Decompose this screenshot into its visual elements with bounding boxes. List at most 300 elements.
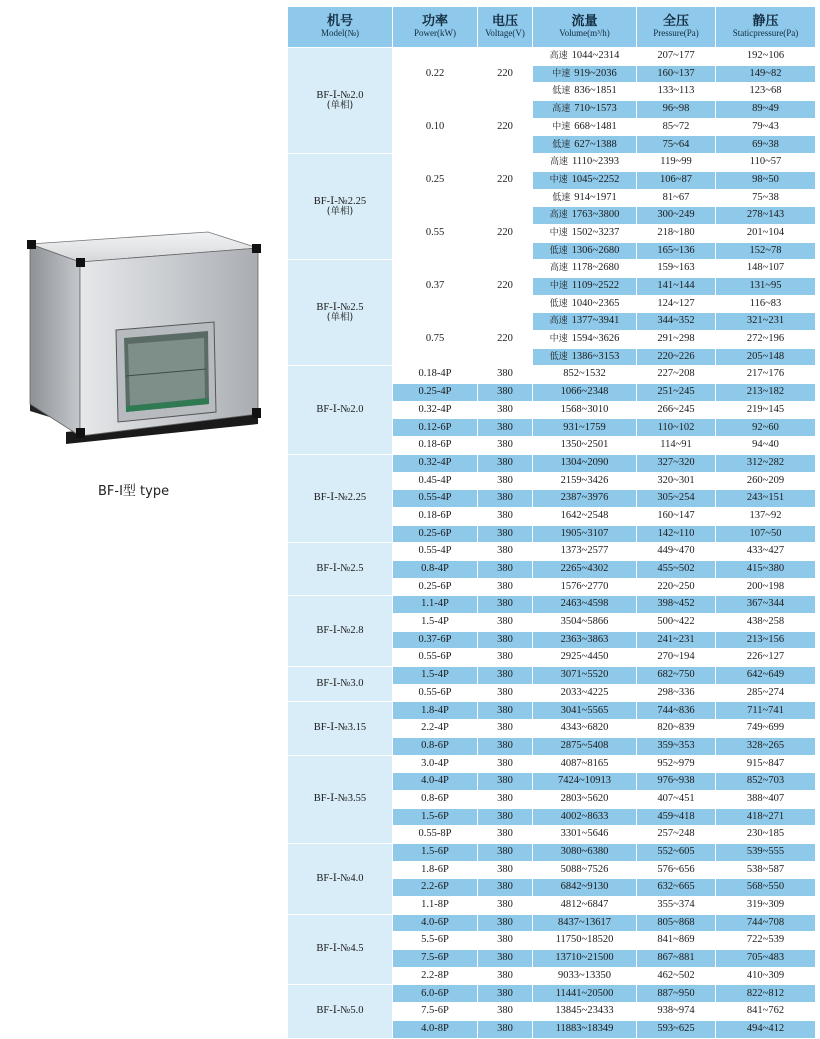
volume-cell: 11441~20500 [533, 985, 637, 1003]
power-cell: 0.12-6P [393, 419, 478, 437]
static-cell: 79~43 [716, 118, 816, 136]
static-cell: 131~95 [716, 277, 816, 295]
pressure-cell: 133~113 [637, 83, 716, 101]
pressure-cell: 552~605 [637, 843, 716, 861]
static-cell: 538~587 [716, 861, 816, 879]
voltage-cell: 380 [478, 720, 533, 738]
speed-label: 中速 [549, 334, 568, 345]
volume-cell: 2159~3426 [533, 472, 637, 490]
volume-cell [533, 207, 637, 225]
table-row [288, 543, 816, 561]
volume-cell: 1066~2348 [533, 384, 637, 402]
pressure-cell: 744~836 [637, 702, 716, 720]
power-cell: 0.37 [393, 260, 478, 313]
static-cell: 219~145 [716, 401, 816, 419]
power-cell: 1.5-4P [393, 667, 478, 685]
power-cell: 0.55-8P [393, 826, 478, 844]
speed-label: 中速 [549, 227, 568, 238]
pressure-cell: 165~136 [637, 242, 716, 260]
speed-label: 高速 [549, 210, 568, 221]
static-cell: 152~78 [716, 242, 816, 260]
model-cell [288, 260, 393, 366]
voltage-cell: 380 [478, 897, 533, 915]
voltage-cell: 380 [478, 401, 533, 419]
voltage-cell: 380 [478, 667, 533, 685]
volume-value: 627~1388 [574, 138, 617, 150]
pressure-cell: 455~502 [637, 560, 716, 578]
voltage-cell: 380 [478, 543, 533, 561]
pressure-cell: 106~87 [637, 171, 716, 189]
power-cell: 0.75 [393, 313, 478, 366]
power-cell: 0.55 [393, 207, 478, 260]
volume-cell: 8437~13617 [533, 914, 637, 932]
volume-cell: 6842~9130 [533, 879, 637, 897]
power-cell: 4.0-8P [393, 1020, 478, 1038]
pressure-cell: 938~974 [637, 1003, 716, 1021]
static-cell: 568~550 [716, 879, 816, 897]
model-cell: BF-Ⅰ-№3.55 [288, 755, 393, 843]
static-cell: 415~380 [716, 560, 816, 578]
pressure-cell: 141~144 [637, 277, 716, 295]
pressure-cell: 298~336 [637, 684, 716, 702]
static-cell: 213~156 [716, 631, 816, 649]
model-cell: BF-Ⅰ-№4.5 [288, 914, 393, 985]
power-cell: 1.8-6P [393, 861, 478, 879]
power-cell: 0.25-6P [393, 525, 478, 543]
power-cell: 1.5-6P [393, 808, 478, 826]
model-name: BF-Ⅰ-№2.5 [316, 301, 364, 313]
static-cell: 722~539 [716, 932, 816, 950]
table-row [288, 596, 816, 614]
static-cell: 285~274 [716, 684, 816, 702]
header-static: 静压 Staticpressure(Pa) [716, 7, 816, 48]
voltage-cell: 380 [478, 950, 533, 968]
volume-cell [533, 48, 637, 66]
static-cell: 319~309 [716, 897, 816, 915]
voltage-cell: 380 [478, 649, 533, 667]
power-cell: 0.8-4P [393, 560, 478, 578]
volume-cell [533, 348, 637, 366]
volume-value: 1109~2522 [571, 280, 620, 292]
voltage-cell: 380 [478, 1003, 533, 1021]
table-row [288, 48, 816, 66]
voltage-cell: 380 [478, 967, 533, 985]
volume-value: 1502~3237 [571, 226, 620, 238]
static-cell: 749~699 [716, 720, 816, 738]
voltage-cell: 380 [478, 631, 533, 649]
power-cell: 3.0-4P [393, 755, 478, 773]
voltage-cell: 220 [478, 48, 533, 101]
table-row [288, 667, 816, 685]
static-cell: 226~127 [716, 649, 816, 667]
pressure-cell: 291~298 [637, 331, 716, 349]
power-cell: 0.8-6P [393, 737, 478, 755]
table-row [288, 702, 816, 720]
static-cell: 539~555 [716, 843, 816, 861]
speed-label: 低速 [552, 86, 571, 97]
static-cell: 841~762 [716, 1003, 816, 1021]
pressure-cell: 682~750 [637, 667, 716, 685]
static-cell: 494~412 [716, 1020, 816, 1038]
power-cell: 0.55-4P [393, 490, 478, 508]
model-cell: BF-Ⅰ-№5.0 [288, 985, 393, 1038]
model-cell: BF-Ⅰ-№2.0 [288, 366, 393, 454]
volume-cell: 1373~2577 [533, 543, 637, 561]
voltage-cell: 380 [478, 525, 533, 543]
static-cell: 278~143 [716, 207, 816, 225]
volume-value: 1386~3153 [571, 350, 620, 362]
voltage-cell: 380 [478, 454, 533, 472]
pressure-cell: 320~301 [637, 472, 716, 490]
voltage-cell: 380 [478, 507, 533, 525]
power-cell: 0.45-4P [393, 472, 478, 490]
power-cell: 0.25 [393, 154, 478, 207]
static-cell: 328~265 [716, 737, 816, 755]
voltage-cell: 380 [478, 437, 533, 455]
volume-value: 1045~2252 [571, 173, 620, 185]
pressure-cell: 462~502 [637, 967, 716, 985]
voltage-cell: 380 [478, 1020, 533, 1038]
power-cell: 1.5-6P [393, 843, 478, 861]
volume-cell: 852~1532 [533, 366, 637, 384]
volume-value: 1044~2314 [571, 50, 620, 62]
power-cell: 0.10 [393, 101, 478, 154]
voltage-cell: 380 [478, 790, 533, 808]
static-cell: 642~649 [716, 667, 816, 685]
table-row [288, 454, 816, 472]
speed-label: 低速 [552, 139, 571, 150]
static-cell: 92~60 [716, 419, 816, 437]
fan-cabinet-image [18, 226, 268, 476]
static-cell: 137~92 [716, 507, 816, 525]
power-cell: 2.2-4P [393, 720, 478, 738]
power-cell: 7.5-6P [393, 1003, 478, 1021]
volume-cell: 7424~10913 [533, 773, 637, 791]
static-cell: 75~38 [716, 189, 816, 207]
table-row [288, 366, 816, 384]
pressure-cell: 227~208 [637, 366, 716, 384]
volume-cell: 2925~4450 [533, 649, 637, 667]
voltage-cell: 380 [478, 702, 533, 720]
voltage-cell: 380 [478, 366, 533, 384]
voltage-cell: 220 [478, 207, 533, 260]
pressure-cell: 398~452 [637, 596, 716, 614]
static-cell: 822~812 [716, 985, 816, 1003]
voltage-cell: 380 [478, 560, 533, 578]
static-cell: 123~68 [716, 83, 816, 101]
header-volume: 流量 Volume(m³/h) [533, 7, 637, 48]
volume-value: 1594~3626 [571, 333, 620, 345]
pressure-cell: 218~180 [637, 224, 716, 242]
volume-cell [533, 136, 637, 154]
pressure-cell: 841~869 [637, 932, 716, 950]
volume-cell [533, 83, 637, 101]
volume-cell: 9033~13350 [533, 967, 637, 985]
volume-cell: 1304~2090 [533, 454, 637, 472]
power-cell: 0.22 [393, 48, 478, 101]
volume-cell: 2265~4302 [533, 560, 637, 578]
volume-cell: 4343~6820 [533, 720, 637, 738]
table-header-row [288, 7, 816, 48]
volume-value: 919~2036 [574, 67, 617, 79]
pressure-cell: 241~231 [637, 631, 716, 649]
spec-body [288, 48, 816, 1039]
power-cell: 0.55-6P [393, 649, 478, 667]
voltage-cell: 380 [478, 596, 533, 614]
pressure-cell: 887~950 [637, 985, 716, 1003]
static-cell: 217~176 [716, 366, 816, 384]
static-cell: 89~49 [716, 101, 816, 119]
volume-cell [533, 65, 637, 83]
volume-cell: 13845~23433 [533, 1003, 637, 1021]
product-caption: BF-Ⅰ型 type [98, 484, 170, 499]
model-cell [288, 154, 393, 260]
speed-label: 中速 [549, 174, 568, 185]
power-cell: 1.1-8P [393, 897, 478, 915]
pressure-cell: 976~938 [637, 773, 716, 791]
volume-cell [533, 189, 637, 207]
pressure-cell: 305~254 [637, 490, 716, 508]
model-name: BF-Ⅰ-№2.25 [313, 195, 367, 207]
power-cell: 5.5-6P [393, 932, 478, 950]
spec-table [287, 6, 816, 1039]
static-cell: 192~106 [716, 48, 816, 66]
static-cell: 149~82 [716, 65, 816, 83]
static-cell: 388~407 [716, 790, 816, 808]
pressure-cell: 355~374 [637, 897, 716, 915]
power-cell: 7.5-6P [393, 950, 478, 968]
volume-value: 1377~3941 [571, 315, 620, 327]
voltage-cell: 380 [478, 384, 533, 402]
static-cell: 205~148 [716, 348, 816, 366]
voltage-cell: 380 [478, 684, 533, 702]
speed-label: 低速 [549, 298, 568, 309]
power-cell: 2.2-8P [393, 967, 478, 985]
power-cell: 0.18-4P [393, 366, 478, 384]
model-name: BF-Ⅰ-№2.0 [316, 89, 364, 101]
pressure-cell: 359~353 [637, 737, 716, 755]
static-cell: 110~57 [716, 154, 816, 172]
volume-cell [533, 224, 637, 242]
static-cell: 418~271 [716, 808, 816, 826]
static-cell: 438~258 [716, 614, 816, 632]
power-cell: 0.25-4P [393, 384, 478, 402]
power-cell: 4.0-6P [393, 914, 478, 932]
model-cell: BF-Ⅰ-№4.0 [288, 843, 393, 914]
volume-cell: 3301~5646 [533, 826, 637, 844]
voltage-cell: 220 [478, 313, 533, 366]
volume-cell [533, 118, 637, 136]
volume-value: 710~1573 [574, 103, 617, 115]
pressure-cell: 119~99 [637, 154, 716, 172]
voltage-cell: 380 [478, 985, 533, 1003]
static-cell: 711~741 [716, 702, 816, 720]
model-cell: BF-Ⅰ-№2.8 [288, 596, 393, 667]
volume-cell: 3041~5565 [533, 702, 637, 720]
voltage-cell: 220 [478, 260, 533, 313]
speed-label: 低速 [549, 245, 568, 256]
static-cell: 272~196 [716, 331, 816, 349]
speed-label: 中速 [552, 68, 571, 79]
pressure-cell: 266~245 [637, 401, 716, 419]
static-cell: 148~107 [716, 260, 816, 278]
voltage-cell: 380 [478, 419, 533, 437]
pressure-cell: 81~67 [637, 189, 716, 207]
voltage-cell: 220 [478, 101, 533, 154]
voltage-cell: 380 [478, 737, 533, 755]
volume-cell: 1642~2548 [533, 507, 637, 525]
voltage-cell: 380 [478, 755, 533, 773]
pressure-cell: 344~352 [637, 313, 716, 331]
volume-cell: 2803~5620 [533, 790, 637, 808]
speed-label: 中速 [549, 281, 568, 292]
volume-cell: 5088~7526 [533, 861, 637, 879]
volume-cell [533, 101, 637, 119]
volume-cell: 1350~2501 [533, 437, 637, 455]
volume-value: 1110~2393 [572, 156, 619, 168]
pressure-cell: 75~64 [637, 136, 716, 154]
volume-cell: 3080~6380 [533, 843, 637, 861]
static-cell: 321~231 [716, 313, 816, 331]
static-cell: 213~182 [716, 384, 816, 402]
pressure-cell: 820~839 [637, 720, 716, 738]
static-cell: 200~198 [716, 578, 816, 596]
header-model: 机号 Model(№) [288, 7, 393, 48]
pressure-cell: 593~625 [637, 1020, 716, 1038]
static-cell: 852~703 [716, 773, 816, 791]
volume-cell: 4812~6847 [533, 897, 637, 915]
volume-cell: 1576~2770 [533, 578, 637, 596]
pressure-cell: 327~320 [637, 454, 716, 472]
power-cell: 1.1-4P [393, 596, 478, 614]
volume-cell: 13710~21500 [533, 950, 637, 968]
power-cell: 0.32-4P [393, 454, 478, 472]
volume-value: 1040~2365 [571, 297, 620, 309]
volume-cell: 931~1759 [533, 419, 637, 437]
volume-cell [533, 154, 637, 172]
voltage-cell: 220 [478, 154, 533, 207]
volume-value: 668~1481 [574, 120, 617, 132]
volume-cell: 2875~5408 [533, 737, 637, 755]
voltage-cell: 380 [478, 808, 533, 826]
static-cell: 243~151 [716, 490, 816, 508]
volume-cell: 3071~5520 [533, 667, 637, 685]
table-row [288, 755, 816, 773]
header-voltage: 电压 Voltage(V) [478, 7, 533, 48]
pressure-cell: 207~177 [637, 48, 716, 66]
model-cell: BF-Ⅰ-№2.25 [288, 454, 393, 542]
pressure-cell: 449~470 [637, 543, 716, 561]
pressure-cell: 160~137 [637, 65, 716, 83]
speed-label: 中速 [552, 121, 571, 132]
power-cell: 0.25-6P [393, 578, 478, 596]
volume-cell [533, 260, 637, 278]
static-cell: 230~185 [716, 826, 816, 844]
volume-cell: 1568~3010 [533, 401, 637, 419]
speed-label: 高速 [550, 157, 569, 168]
speed-label: 高速 [549, 316, 568, 327]
voltage-cell: 380 [478, 578, 533, 596]
voltage-cell: 380 [478, 472, 533, 490]
phase-label: (单相) [326, 312, 354, 324]
model-cell [288, 48, 393, 154]
pressure-cell: 142~110 [637, 525, 716, 543]
pressure-cell: 251~245 [637, 384, 716, 402]
volume-cell: 11750~18520 [533, 932, 637, 950]
voltage-cell: 380 [478, 861, 533, 879]
voltage-cell: 380 [478, 826, 533, 844]
pressure-cell: 576~656 [637, 861, 716, 879]
static-cell: 410~309 [716, 967, 816, 985]
model-cell: BF-Ⅰ-№3.15 [288, 702, 393, 755]
phase-label: (单相) [326, 206, 354, 218]
voltage-cell: 380 [478, 773, 533, 791]
voltage-cell: 380 [478, 932, 533, 950]
volume-value: 1763~3800 [571, 209, 620, 221]
power-cell: 1.5-4P [393, 614, 478, 632]
power-cell: 2.2-6P [393, 879, 478, 897]
speed-label: 高速 [549, 263, 568, 274]
static-cell: 705~483 [716, 950, 816, 968]
pressure-cell: 220~226 [637, 348, 716, 366]
static-cell: 98~50 [716, 171, 816, 189]
power-cell: 0.8-6P [393, 790, 478, 808]
table-row [288, 260, 816, 278]
pressure-cell: 805~868 [637, 914, 716, 932]
static-cell: 312~282 [716, 454, 816, 472]
table-row [288, 843, 816, 861]
pressure-cell: 114~91 [637, 437, 716, 455]
pressure-cell: 257~248 [637, 826, 716, 844]
header-power: 功率 Power(kW) [393, 7, 478, 48]
static-cell: 260~209 [716, 472, 816, 490]
pressure-cell: 500~422 [637, 614, 716, 632]
volume-cell: 2033~4225 [533, 684, 637, 702]
pressure-cell: 160~147 [637, 507, 716, 525]
power-cell: 0.18-6P [393, 507, 478, 525]
static-cell: 744~708 [716, 914, 816, 932]
voltage-cell: 380 [478, 914, 533, 932]
power-cell: 0.55-6P [393, 684, 478, 702]
pressure-cell: 220~250 [637, 578, 716, 596]
voltage-cell: 380 [478, 490, 533, 508]
speed-label: 高速 [552, 104, 571, 115]
power-cell: 4.0-4P [393, 773, 478, 791]
power-cell: 0.32-4P [393, 401, 478, 419]
volume-cell: 4087~8165 [533, 755, 637, 773]
power-cell: 0.18-6P [393, 437, 478, 455]
static-cell: 433~427 [716, 543, 816, 561]
static-cell: 367~344 [716, 596, 816, 614]
volume-value: 914~1971 [574, 191, 617, 203]
volume-value: 1306~2680 [571, 244, 620, 256]
power-cell: 6.0-6P [393, 985, 478, 1003]
volume-value: 1178~2680 [571, 262, 620, 274]
voltage-cell: 380 [478, 879, 533, 897]
model-cell: BF-Ⅰ-№3.0 [288, 667, 393, 702]
header-pressure: 全压 Pressure(Pa) [637, 7, 716, 48]
pressure-cell: 85~72 [637, 118, 716, 136]
volume-cell: 3504~5866 [533, 614, 637, 632]
power-cell: 0.55-4P [393, 543, 478, 561]
power-cell: 1.8-4P [393, 702, 478, 720]
pressure-cell: 867~881 [637, 950, 716, 968]
volume-cell: 2387~3976 [533, 490, 637, 508]
volume-cell [533, 331, 637, 349]
pressure-cell: 270~194 [637, 649, 716, 667]
pressure-cell: 952~979 [637, 755, 716, 773]
volume-cell [533, 242, 637, 260]
